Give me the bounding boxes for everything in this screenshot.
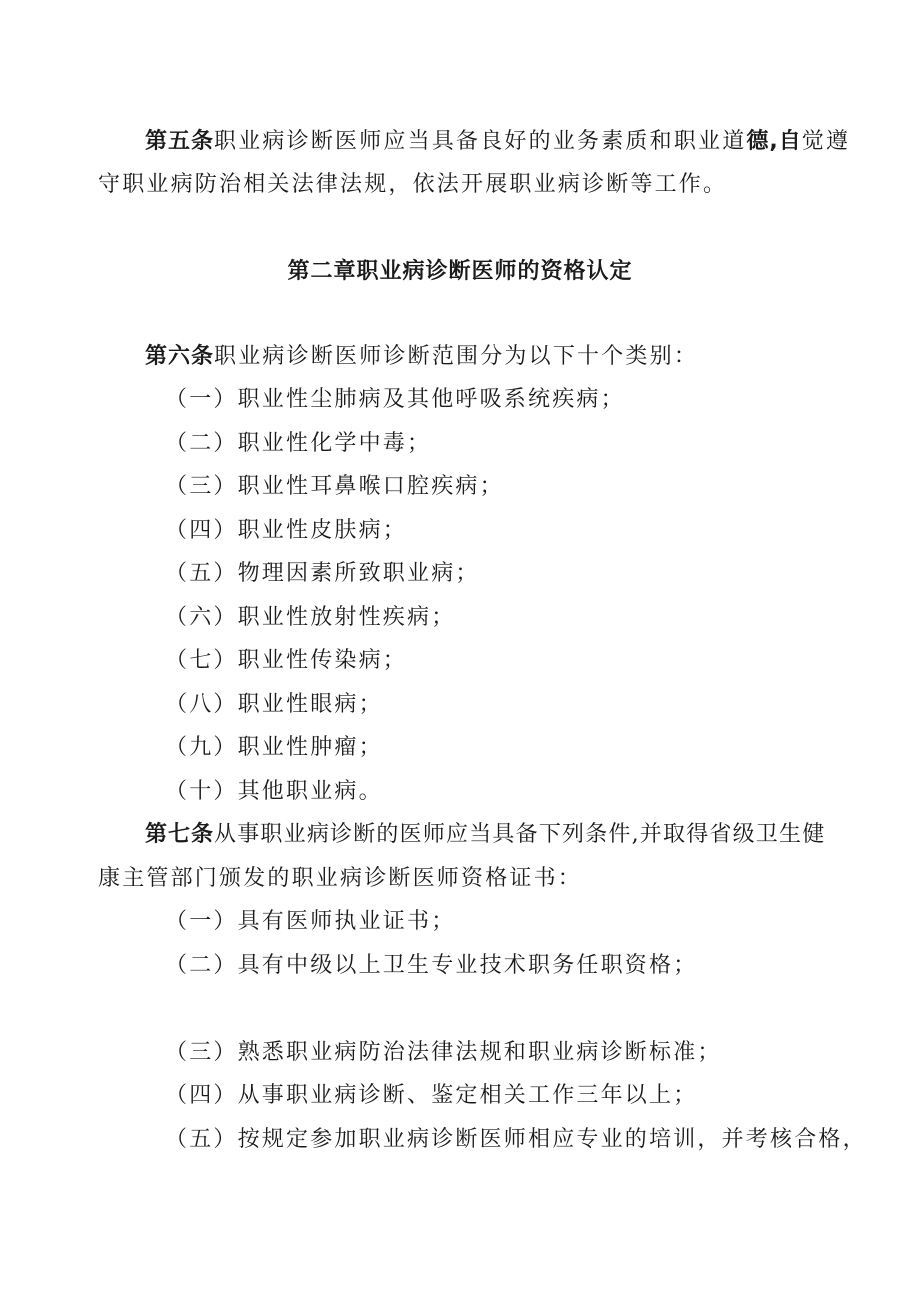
article5-text-tail: 觉遵 (801, 129, 851, 154)
article6-text: 职业病诊断医师诊断范围分为以下十个类别： (214, 344, 699, 369)
list-item: （五）物理因素所致职业病； (165, 561, 480, 586)
article5-text: 职业病诊断医师应当具备良好的业务素质和职业道 (214, 129, 747, 154)
list-item: （七）职业性传染病； (165, 648, 408, 673)
list-item: （一）职业性尘肺病及其他呼吸系统疾病； (165, 387, 625, 412)
list-item: （四）职业性皮肤病； (165, 518, 408, 543)
article5-label: 第五条 (145, 129, 215, 154)
article7-line1 (145, 820, 825, 850)
list-item: （一）具有医师执业证书； (165, 909, 456, 934)
list-item: （三）职业性耳鼻喉口腔疾病； (165, 474, 504, 499)
article7-text: 从事职业病诊断的医师应当具备下列条件,并取得省级卫生健 (214, 822, 826, 847)
article7-line2: 康主管部门颁发的职业病诊断医师资格证书： (98, 866, 583, 891)
article5-line1 (145, 127, 850, 157)
chapter-title: 第二章职业病诊断医师的资格认定 (287, 259, 633, 284)
list-item: （二）职业性化学中毒； (165, 431, 432, 456)
list-item: （八）职业性眼病； (165, 692, 383, 717)
list-item: （九）职业性肿瘤； (165, 735, 383, 760)
article5-bold-fragment: 德,自 (746, 129, 802, 154)
list-item: （四）从事职业病诊断、鉴定相关工作三年以上； (165, 1083, 698, 1108)
article6-line (145, 342, 698, 372)
article7-label: 第七条 (145, 822, 215, 847)
article6-label: 第六条 (145, 344, 215, 369)
list-item: （二）具有中级以上卫生专业技术职务任职资格； (165, 953, 698, 978)
list-item: （十）其他职业病。 (165, 779, 383, 804)
list-item: （三）熟悉职业病防治法律法规和职业病诊断标准； (165, 1040, 722, 1065)
list-item: （五）按规定参加职业病诊断医师相应专业的培训，并考核合格， (165, 1127, 867, 1152)
list-item: （六）职业性放射性疾病； (165, 605, 456, 630)
article5-line2: 守职业病防治相关法律法规，依法开展职业病诊断等工作。 (98, 172, 728, 197)
